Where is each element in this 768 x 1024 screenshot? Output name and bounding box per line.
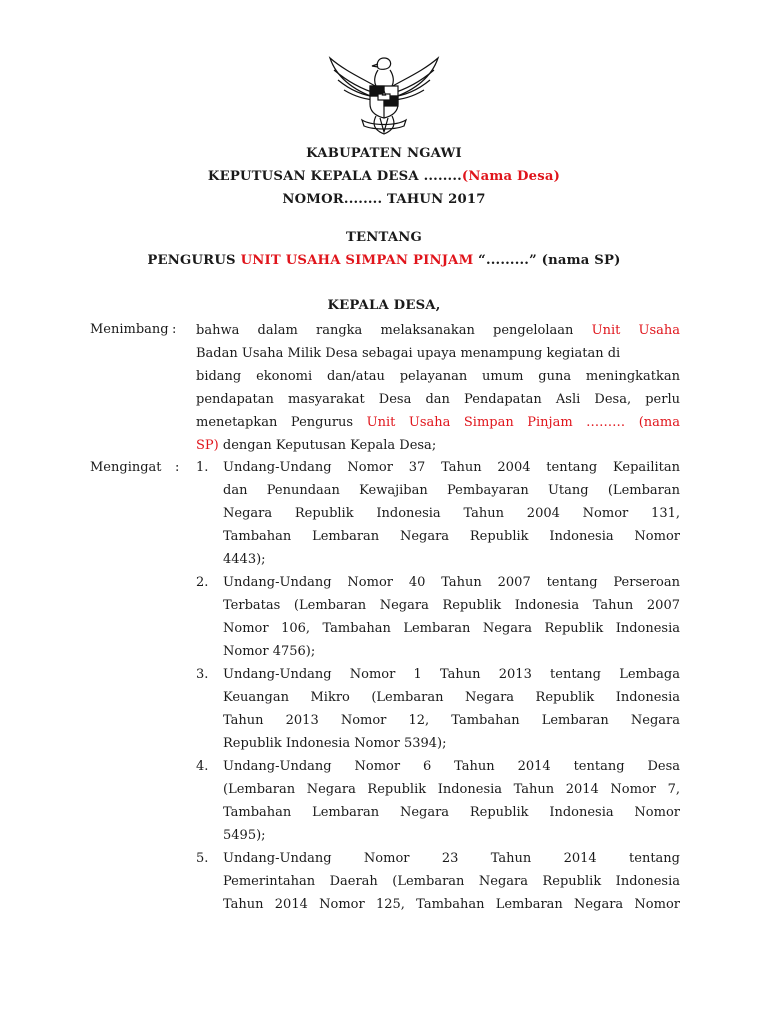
list-item-line: Undang-Undang Nomor 1 Tahun 2013 tentang Lembaga <box>223 667 680 682</box>
list-item-number: 4. <box>196 759 209 774</box>
decree-subject <box>0 253 768 268</box>
menimbang-text: menetapkan Pengurus <box>196 415 367 430</box>
list-item-line: Terbatas (Lembaran Negara Republik Indonesia Tahun 2007 <box>223 598 680 613</box>
list-item-number: 3. <box>196 667 209 682</box>
menimbang-red-text: Unit Usaha <box>591 323 681 338</box>
list-item-line: 5495); <box>223 828 266 843</box>
menimbang-red-text: Unit Usaha Simpan Pinjam ……… (nama <box>366 415 680 430</box>
menimbang-line <box>196 319 680 342</box>
list-item-line: dan Penundaan Kewajiban Pembayaran Utang (Lembaran <box>223 483 680 498</box>
menimbang-colon: : <box>172 322 177 337</box>
tentang-heading: TENTANG <box>346 230 422 245</box>
subject-unit-name: UNIT USAHA SIMPAN PINJAM <box>240 253 474 268</box>
garuda-emblem-icon <box>326 50 442 136</box>
menimbang-text: dengan Keputusan Kepala Desa; <box>218 438 437 453</box>
list-item-line: Tambahan Lembaran Negara Republik Indonesia Nomor <box>223 529 680 544</box>
decree-title <box>0 169 768 184</box>
menimbang-line <box>196 411 680 434</box>
menimbang-red-text: SP) <box>196 438 219 453</box>
menimbang-line: pendapatan masyarakat Desa dan Pendapatan Asli Desa, perlu <box>196 392 680 407</box>
list-item-number: 1. <box>196 460 209 475</box>
list-item-line: Tambahan Lembaran Negara Republik Indonesia Nomor <box>223 805 680 820</box>
kepala-desa-heading: KEPALA DESA, <box>327 298 441 313</box>
list-item-line: (Lembaran Negara Republik Indonesia Tahun 2014 Nomor 7, <box>223 782 680 797</box>
list-item-line: Undang-Undang Nomor 6 Tahun 2014 tentang Desa <box>223 759 680 774</box>
list-item-line: Nomor 106, Tambahan Lembaran Negara Republik Indonesia <box>223 621 680 636</box>
mengingat-label: Mengingat <box>90 460 162 475</box>
list-item-line: Nomor 4756); <box>223 644 316 659</box>
subject-suffix: “.........” (nama SP) <box>473 253 621 268</box>
menimbang-line <box>196 434 680 457</box>
mengingat-colon: : <box>175 460 180 475</box>
decree-number: NOMOR........ TAHUN 2017 <box>282 192 486 207</box>
list-item-line: Negara Republik Indonesia Tahun 2004 Nomor 131, <box>223 506 680 521</box>
list-item-line: Pemerintahan Daerah (Lembaran Negara Republik Indonesia <box>223 874 680 889</box>
list-item-line: Undang-Undang Nomor 40 Tahun 2007 tentang Perseroan <box>223 575 680 590</box>
list-item-line: Republik Indonesia Nomor 5394); <box>223 736 447 751</box>
menimbang-text: bahwa dalam rangka melaksanakan pengelolaan <box>196 323 574 338</box>
list-item-number: 2. <box>196 575 209 590</box>
subject-prefix: PENGURUS <box>147 253 241 268</box>
list-item-line: Undang-Undang Nomor 37 Tahun 2004 tentang Kepailitan <box>223 460 680 475</box>
list-item-line: Tahun 2014 Nomor 125, Tambahan Lembaran Negara Nomor <box>223 897 680 912</box>
regency-title: KABUPATEN NGAWI <box>306 146 462 161</box>
list-item-number: 5. <box>196 851 209 866</box>
menimbang-line: bidang ekonomi dan/atau pelayanan umum guna meningkatkan <box>196 369 680 384</box>
list-item-line: Undang-Undang Nomor 23 Tahun 2014 tentang <box>223 851 680 866</box>
list-item-line: Tahun 2013 Nomor 12, Tambahan Lembaran Negara <box>223 713 680 728</box>
list-item-line: 4443); <box>223 552 266 567</box>
list-item-line: Keuangan Mikro (Lembaran Negara Republik Indonesia <box>223 690 680 705</box>
menimbang-label: Menimbang <box>90 322 169 337</box>
menimbang-line: Badan Usaha Milik Desa sebagai upaya menampung kegiatan di <box>196 346 621 361</box>
decree-title-text: KEPUTUSAN KEPALA DESA ........ <box>207 169 462 184</box>
village-name-placeholder: (Nama Desa) <box>461 169 561 184</box>
